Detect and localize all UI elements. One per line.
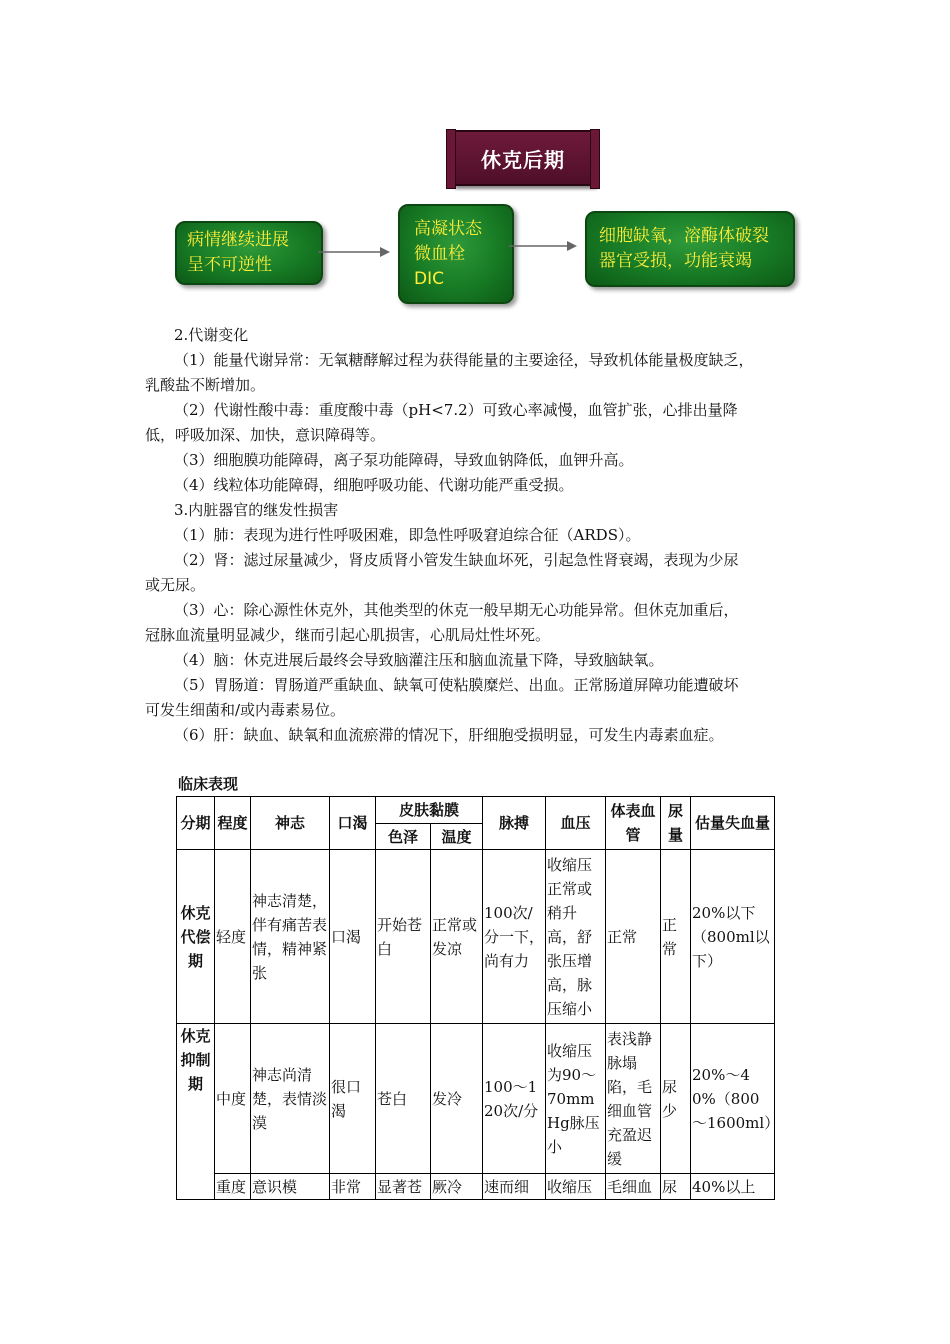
stage-banner: 休克后期 (452, 130, 594, 186)
paragraph-line: （2）肾：滤过尿量减少，肾皮质肾小管发生缺血坏死，引起急性肾衰竭，表现为少尿 (174, 551, 739, 569)
paragraph-line: 乳酸盐不断增加。 (145, 376, 266, 394)
section-heading: 2.代谢变化 (174, 326, 249, 344)
paragraph-line: （1）肺：表现为进行性呼吸困难，即急性呼吸窘迫综合征（ARDS）。 (174, 526, 641, 544)
paragraph-line: 可发生细菌和/或内毒素易位。 (145, 701, 346, 719)
cell-mind: 神志尚清楚，表情淡漠 (251, 1024, 330, 1174)
paragraph-line: 低，呼吸加深、加快，意识障碍等。 (145, 426, 386, 444)
paragraph-line: （3）心：除心源性休克外，其他类型的休克一般早期无心功能异常。但休克加重后， (174, 601, 739, 619)
cell-bp: 收缩压为90～70mmHg脉压小 (546, 1024, 606, 1174)
paragraph-line: （3）细胞膜功能障碍，离子泵功能障碍，导致血钠降低，血钾升高。 (174, 451, 634, 469)
header-degree: 程度 (215, 797, 251, 850)
header-bp: 血压 (546, 797, 606, 850)
cell-vessel: 正常 (606, 850, 661, 1024)
flow-box-line: 微血栓 (414, 243, 465, 264)
flow-box-line: 呈不可逆性 (187, 255, 272, 275)
paragraph-line: （4）脑：休克进展后最终会导致脑灌注压和脑血流量下降，导致脑缺氧。 (174, 651, 664, 669)
table-header-row (177, 797, 775, 824)
paragraph-line: （4）线粒体功能障碍，细胞呼吸功能、代谢功能严重受损。 (174, 476, 574, 494)
paragraph-line: 冠脉血流量明显减少，继而引起心肌损害，心肌局灶性坏死。 (145, 626, 551, 644)
cell-stage: 休克代偿期 (177, 850, 215, 1024)
paragraph-line: （5）胃肠道：胃肠道严重缺血、缺氧可使粘膜糜烂、出血。正常肠道屏障功能遭破坏 (174, 676, 739, 694)
header-stage: 分期 (177, 797, 215, 850)
header-thirst: 口渴 (330, 797, 376, 850)
cell-urine: 尿 (661, 1174, 691, 1200)
flow-box-line: DIC (414, 268, 444, 289)
cell-pulse: 100～120次/分 (483, 1024, 546, 1174)
cell-degree: 轻度 (215, 850, 251, 1024)
cell-urine: 尿少 (661, 1024, 691, 1174)
cell-mind: 神志清楚，伴有痛苦表情，精神紧张 (251, 850, 330, 1024)
flow-arrow-icon (318, 246, 390, 258)
header-urine: 尿量 (661, 797, 691, 850)
section-heading: 3.内脏器官的继发性损害 (174, 501, 339, 519)
paragraph-line: （6）肝：缺血、缺氧和血流瘀滞的情况下，肝细胞受损明显，可发生内毒素血症。 (174, 726, 724, 744)
flow-box-line: 细胞缺氧，溶酶体破裂 (599, 226, 769, 246)
cell-temp: 正常或发凉 (431, 850, 483, 1024)
cell-degree: 中度 (215, 1024, 251, 1174)
cell-bp: 收缩压正常或稍升高，舒张压增高，脉压缩小 (546, 850, 606, 1024)
clinical-table (176, 796, 780, 1200)
cell-color: 开始苍白 (376, 850, 431, 1024)
cell-vessel: 表浅静脉塌陷，毛细血管充盈迟缓 (606, 1024, 661, 1174)
paragraph-line: （2）代谢性酸中毒：重度酸中毒（pH<7.2）可致心率减慢，血管扩张，心排出量降 (174, 401, 738, 419)
cell-loss: 20%～40%（800～1600ml） (691, 1024, 775, 1174)
cell-urine: 正常 (661, 850, 691, 1024)
header-color: 色泽 (376, 824, 431, 850)
cell-mind: 意识模 (251, 1174, 330, 1200)
table-title: 临床表现 (178, 775, 239, 793)
flow-box-coagulation (398, 204, 514, 304)
cell-loss: 40%以上 (691, 1174, 775, 1200)
flow-box-organ-failure (585, 211, 795, 287)
cell-color: 显著苍 (376, 1174, 431, 1200)
cell-thirst: 非常 (330, 1174, 376, 1200)
flow-box-progression (175, 221, 323, 285)
table-row (177, 1024, 775, 1174)
cell-bp: 收缩压 (546, 1174, 606, 1200)
cell-thirst: 很口渴 (330, 1024, 376, 1174)
table-row (177, 1174, 775, 1200)
header-temp: 温度 (431, 824, 483, 850)
header-vessel: 体表血管 (606, 797, 661, 850)
cell-vessel: 毛细血 (606, 1174, 661, 1200)
flow-arrow-icon (509, 240, 577, 252)
cell-thirst: 口渴 (330, 850, 376, 1024)
paragraph-line: 或无尿。 (145, 576, 206, 594)
header-pulse: 脉搏 (483, 797, 546, 850)
cell-pulse: 速而细 (483, 1174, 546, 1200)
paragraph-line: （1）能量代谢异常：无氧糖酵解过程为获得能量的主要途径，导致机体能量极度缺乏， (174, 351, 754, 369)
header-skin: 皮肤黏膜 (376, 797, 483, 824)
header-mind: 神志 (251, 797, 330, 850)
header-loss: 估量失血量 (691, 797, 775, 850)
cell-degree: 重度 (215, 1174, 251, 1200)
cell-color: 苍白 (376, 1024, 431, 1174)
flow-box-line: 病情继续进展 (187, 230, 289, 250)
cell-temp: 发冷 (431, 1024, 483, 1174)
cell-temp: 厥冷 (431, 1174, 483, 1200)
cell-loss: 20%以下（800ml以下） (691, 850, 775, 1024)
cell-stage: 休克抑制期 (177, 1024, 215, 1200)
table-row (177, 850, 775, 1024)
flow-box-line: 高凝状态 (414, 218, 482, 239)
cell-pulse: 100次/分一下，尚有力 (483, 850, 546, 1024)
flow-box-line: 器官受损，功能衰竭 (599, 251, 752, 271)
